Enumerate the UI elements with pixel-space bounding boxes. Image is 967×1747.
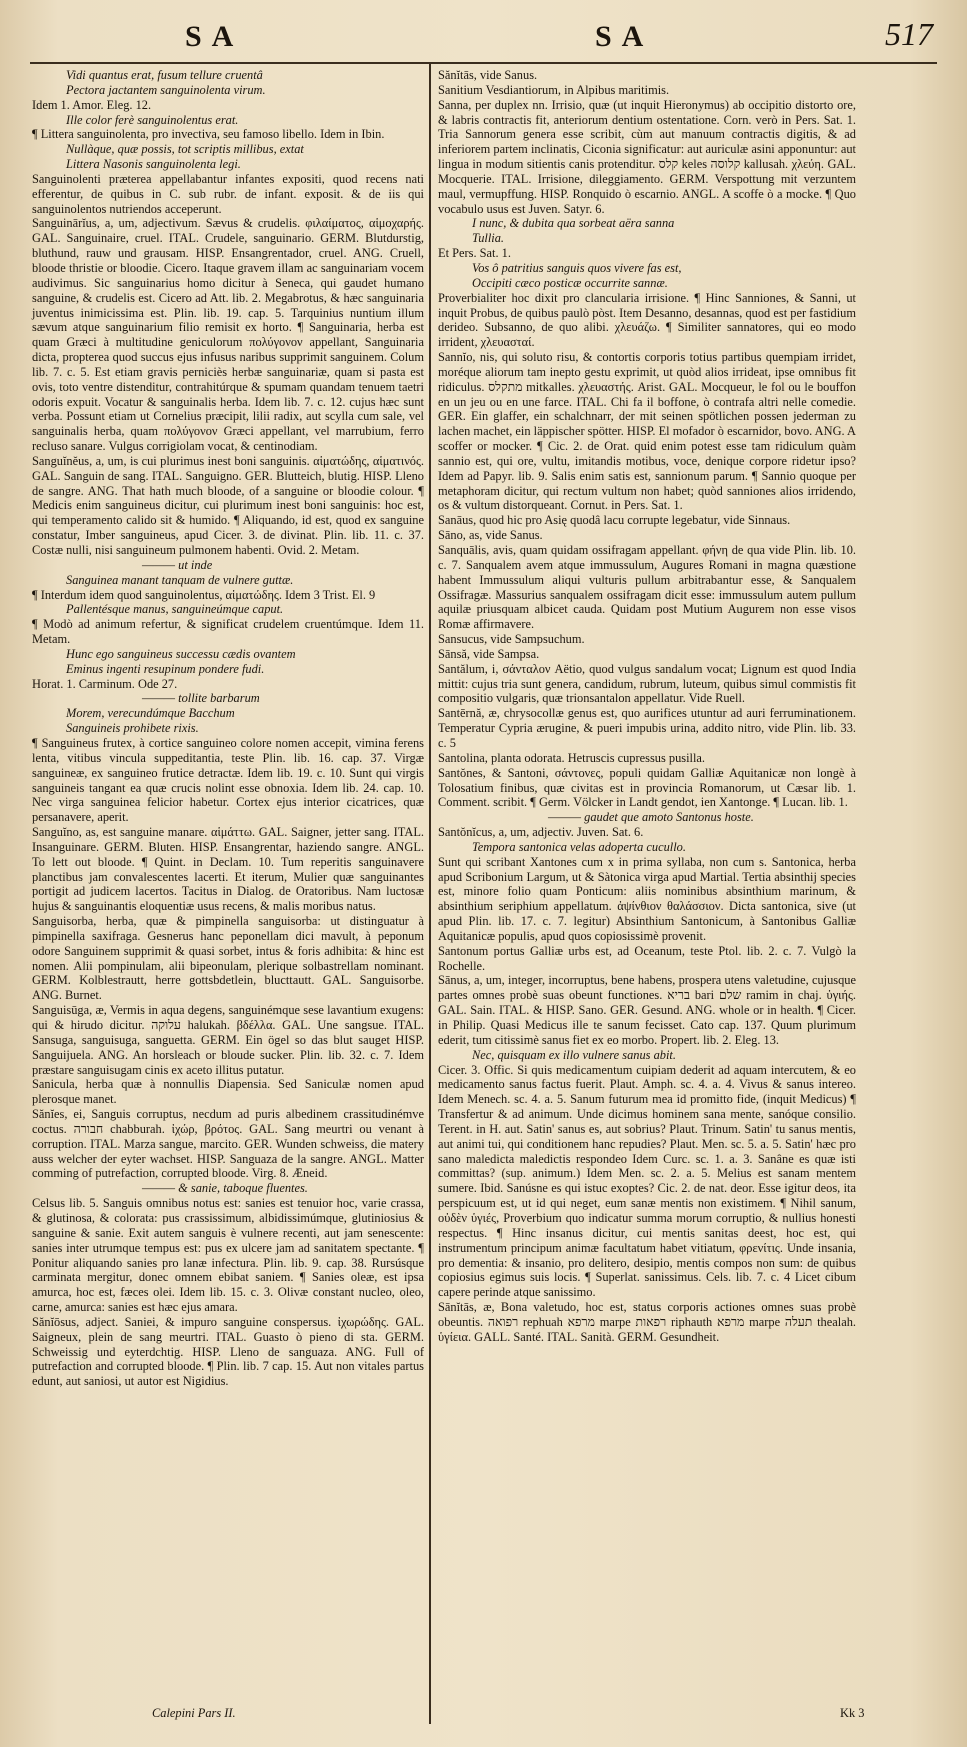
entry-paragraph: Santonum portus Galliæ urbs est, ad Oceanum, teste Ptol. lib. 2. c. 7. Vulgò la Rochelle. <box>438 943 856 973</box>
entry-paragraph: ¶ Littera sanguinolenta, pro invectiva, seu famoso libello. Idem in Ibin. <box>32 127 385 142</box>
entry-paragraph: Sanitium Vesdiantiorum, in Alpibus maritimis. <box>438 82 670 97</box>
verse-line: Tempora santonica velas adoperta cucullo. <box>472 839 686 854</box>
entry-paragraph: Santŏnĭcus, a, um, adjectiv. Juven. Sat. 6. <box>438 825 644 840</box>
entry-paragraph: Santērnă, æ, chrysocollæ genus est, quo aurifices utuntur ad auri ferruminationem. Temperatur Cypria ærugine, & pueri impubis urina, addito nitro, vide Plin. lib. 33. c. 5 <box>438 706 856 750</box>
entry-paragraph: ¶ Interdum idem quod sanguinolentus, αἱματώδης. Idem 3 Trist. El. 9 <box>32 587 376 602</box>
entry-paragraph: Et Pers. Sat. 1. <box>438 246 511 261</box>
entry-paragraph: Sănĭōsus, adject. Saniei, & impuro sanguine conspersus. ἰχωρώδης. GAL. Saigneux, plein de sang meurtri. ITAL. Guasto ò pieno di sta. GERM. Schweissig und eyterdchtig. HISP. Lleno de sanguaza. ANG. Full of putrefaction and corrupted bloode. ¶ Plin. lib. 7 cap. 15. Aut non vitales partus edunt, aut saniosi, ut autor est Nigidius. <box>32 1314 424 1389</box>
verse-line: Sanguineis prohibete rixis. <box>66 721 199 736</box>
left-column <box>32 68 424 1389</box>
entry-paragraph: Sanguinārĭus, a, um, adjectivum. Sævus & crudelis. φιλαίματος, αἱμοχαρής. GAL. Sanguinaire, cruel. ITAL. Crudele, sanguinario. GERM. Blutdurstig, bluthund, rauw und grausam. HISP. Ensangrentador, cruel. ANG. Cruell, bloode thristie or bloodie. Cicero. Itaque gravem illam ac sanguinariam vocem audivimus. Sic sanguinarius homo dicitur à Seneca, qui gaudet humano sanguine, & crudelis est. Cicero ad Att. lib. 2. Megabrotus, & hæc sanguinaria juventus inimicissima est. Plin. lib. 19. cap. 5. Tarquinius nuntium illum sævum atque sanguinarium filio remisit ex horto. ¶ Sanguinaria, herba est quam Græci à multitudine geniculorum πολύγονον appellant, Sanguinaria dicta, propterea quod succus ejus infusus naribus supprimit sanguinem. Colum lib. 7. c. 5. Est etiam gravis perniciès herbæ sanguinariæ, quam si pasta est ovis, toto ventre distenditur, contrahitúrque & spumam quandam tenuem taetri odoris expuit. Vocatur & sanguinalis herba. Idem lib. 7. c. 12. cujus hæc sunt verba. Possunt etiam ut Cornelius præcipit, lilii radix, aut scylla cum sale, vel sanguinalis herba, quam πολύγονον Græci appellant, vel marrubium, ferro recluso sanare. Vulgus corrigiolam vocat, & centinodiam. <box>32 216 424 454</box>
verse-line: Pectora jactantem sanguinolenta virum. <box>66 82 266 97</box>
entry-paragraph: Sunt qui scribant Xantones cum x in prima syllaba, non cum s. Santonica, herba apud Scribonium Largum, ut & Sàtonica virga apud Martial. Tertia absinthij species est, minore folio quam Ponticum: aliis nominibus absinthium marinum, & absinthium seriphium appellatum. ἀψίνθιον θαλάσσιον. Dicta santonica, sive (ut apud Plin. lib. 17. c. 7. legitur) Absinthium Santonicum, à Santonibus Galliæ Aquitanicæ populis, apud quos copiosissimè provenit. <box>438 854 856 943</box>
verse-line: Hunc ego sanguineus successu cædis ovantem <box>66 646 296 661</box>
entry-paragraph: ¶ Modò ad animum refertur, & significat crudelem cruentúmque. Idem 11. Metam. <box>32 617 424 647</box>
entry-paragraph: Sanguĭno, as, est sanguine manare. αἱμάττω. GAL. Saigner, jetter sang. ITAL. Insanguinare. GERM. Bluten. HISP. Ensangrentar, haziendo sangre. ANGL. To lett out bloode. ¶ Quint. in Declam. 10. Tum reperitis sanguinavere planctibus jam convalescentes lacerti. Et iterum, Mulier quæ sanguinantes portigit ad judicem lacertos. Tacitus in Dialog. de Oratoribus. Nam luctosæ hujus & sanguinantis eloquentiæ usus recens, & malis moribus natus. <box>32 825 424 914</box>
entry-paragraph: Santolina, planta odorata. Hetruscis cupressus pusilla. <box>438 750 706 765</box>
verse-line: Pallentésque manus, sanguineúmque caput. <box>66 602 284 617</box>
page-number: 517 <box>885 16 933 52</box>
signature-footer: Calepini Pars II. <box>152 1706 236 1720</box>
verse-line: Nullàque, quæ possis, tot scriptis millibus, extat <box>66 142 304 157</box>
entry-paragraph: ¶ Sanguineus frutex, à cortice sanguineo colore nomen accepit, vimina ferens lenta, vitibus vincula suppeditantia, teste Plin. lib. 16. cap. 37. Virgæ sanguineæ, ex sanguineo frutice detractæ. Idem lib. 19. c. 10. Sunt qui virgis sanguineis tangant ea quæ crucis nolint esse obnoxia. Idem lib. 24. cap. 10. Nec virga sanguinea felicior habetur. Cortex ejus interior cicatrices, quæ persanavere, aperit. <box>32 735 424 825</box>
signature-mark: Kk 3 <box>840 1706 865 1720</box>
entry-paragraph: Santălum, i, σάνταλον Aëtio, quod vulgus sandalum vocat; Lignum est quod India mittit: cujus tria sunt genera, candidum, rubrum, luteum, quibus simul commistis fit compositio vulgaris, quæ trionsantalon appellatur. Vide Ruell. <box>438 661 856 706</box>
entry-paragraph: Sannĭo, nis, qui soluto risu, & contortis corporis totius partibus quempiam irridet, moréque aliorum tam inepto gestu exprimit, ut quòd alios irrideat, ipse omnibus fit ridiculus. מתקלס mitkalles. χλευαστής. Arist. GAL. Mocqueur, le fol ou le bouffon en un jeu ou en une farce. ITAL. Chi fa il boffone, ò contrafa altri nelle comedie. GER. Ein glaffer, ein schalchnarr, der mit seinen spötlichen possen jederman zu lachen machet, ein läppischer spötter. HISP. El mofador ò escarnidor, bovo. ANG. A scoffer or mocker. ¶ Cic. 2. de Orat. quid enim potest esse tam ridiculum quàm sannio est, qui ore, vultu, imitandis motibus, voce, denique corpore ridetur ipso? Idem ad Papyr. lib. 9. Salis enim satis est, sannionum parum. ¶ Sannio quoque per metaphoram dicitur, qui rectum vultum non habet; quòd sanniones alios irridendo, os & vultum distorqueant. Cornut. in Pers. Sat. 1. <box>438 350 856 513</box>
verse-line: I nunc, & dubita qua sorbeat aëra sanna <box>472 216 675 231</box>
entry-paragraph: Sanna, per duplex nn. Irrisio, quæ (ut inquit Hieronymus) ab occipitio distorto ore, & labris contractis fit, anteriorum dentium ostentatione. Corn. verò in Pers. Sat. 1. Tria Sannorum genera esse scribit, cùm aut manuum contractis digitis, & ad inferiorem partem inclinatis, Ciconia significatur: aut auriculæ asini apponuntur: aut lingua in modum sitientis canis protenditur. קלס keles קלוסה kallusah. χλεύη. GAL. Mocquerie. ITAL. Irrisione, dileggiamento. GERM. Verspottung mit verzuntem maul, vermupffung. HISP. Ronquido ò escarnio. ANGL. A scoffe ò a mocke. ¶ Quo vocabulo usus est Juven. Satyr. 6. <box>438 97 857 216</box>
entry-paragraph: Celsus lib. 5. Sanguis omnibus notus est: sanies est tenuior hoc, varie crassa, & glutinosa, & colorata: pus crassissimum, albidissimúmque, glutiniosius & sanguine & sanie. Exit autem sanguis è vulnere recenti, aut jam senescente: sanies inter utrumque tempus est: pus ex ulcere jam ad sanitatem spectante. ¶ Ponitur aliquando sanies pro lanæ infectura. Plin. lib. 9. cap. 38. Rursúsque carminata mergitur, donec omnem ebibat saniem. ¶ Sanies oleæ, est ipsa amurca, hoc est, fæces olei. Idem lib. 15. c. 3. Olivæ constant nucleo, oleo, carne, amurca: sanies est hæc ejus amara. <box>32 1196 424 1315</box>
right-running-head: SA <box>595 20 654 53</box>
right-column <box>438 68 856 1345</box>
page-header <box>0 14 967 64</box>
entry-paragraph: Sansucus, vide Sampsuchum. <box>438 632 585 647</box>
entry-paragraph: Horat. 1. Carminum. Ode 27. <box>32 676 178 691</box>
entry-paragraph: Sāno, as, vide Sanus. <box>438 528 543 543</box>
verse-line: Ille color ferè sanguinolentus erat. <box>66 112 239 127</box>
left-running-head: SA <box>185 20 244 53</box>
entry-paragraph: Sānus, a, um, integer, incorruptus, bene habens, prospera utens valetudine, cujusque partes omnes probè suas obeunt functiones. בריא bari שלם ramim in chaj. ὑγιής. GAL. Sain. ITAL. & HISP. Sano. GER. Gesund. ANG. whole or in health. ¶ Cicer. in Philip. Quasi Medicus ille te sanum fecisset. Cato cap. 137. Quum plurimum ederit, tum citissimè sanus fiet ex eo morbo. Propert. lib. 2. Eleg. 13. <box>438 973 856 1047</box>
verse-line: Tullia. <box>472 231 505 246</box>
header-rule <box>30 62 937 64</box>
entry-paragraph: Sanguinolenti præterea appellabantur infantes expositi, quod recens nati efferentur, de quibus in C. sub rubr. de infant. exposit. & de iis qui sanguinolentos nutriendos acceperunt. <box>32 171 424 216</box>
entry-paragraph: Sānsă, vide Sampsa. <box>438 646 540 661</box>
verse-line: Sanguinea manant tanquam de vulnere guttæ. <box>66 572 294 587</box>
verse-line: Nec, quisquam ex illo vulnere sanus abit. <box>472 1047 676 1062</box>
verse-line: ——— gaudet que amoto Santonus hoste. <box>548 810 754 825</box>
entry-paragraph: Sānĭtās, æ, Bona valetudo, hoc est, status corporis actiones omnes suas probè obeuntis. רפואה rephuah מרפא marpe רפאות riphauth מרפא marpe תעלה thealah. ὑγίεια. GALL. Santé. ITAL. Sanità. GERM. Gesundheit. <box>438 1300 856 1344</box>
entry-paragraph: Sanāus, quod hic pro Asię quodâ lacu corrupte legebatur, vide Sinnaus. <box>438 513 791 528</box>
entry-paragraph: Cicer. 3. Offic. Si quis medicamentum cuipiam dederit ad aquam intercutem, & eo medicamento sanus factus fuerit. Plaut. Amph. sc. 4. a. 4. Vivus & sanus intereo. Idem Menech. sc. 4. a. 5. Sanum futurum mea id promitto fide, (inquit Medicus) ¶ Transfertur & ad animum. Unde dicimus hominem sana mente, sanóque consilio. Terent. in H. aut. Satin' sanus es, aut sobrius? Plaut. Trinum. Satin' tu sanus mentis, aut animi tui, qui conditionem hanc repudies? Plaut. Men. sc. 5. a. 5. Satin' hæc pro sano maledicta maledictis respondeo Idem Curc. sc. 1. a. 3. Sanâne es quæ isti committas? (sup. animum.) Idem Men. sc. 2. a. 5. Melius est sanam mentem sumere. Ibid. Sanúsne es qui istuc exoptes? Cic. 2. de nat. deor. Esse igitur deos, ita perspicuum est, ut id qui neget, eum sanæ mentis non existimem. ¶ Nihil sanum, οὐδὲν ὑγιές, Proverbium quo indicatur summa morum corruptio, & nullius honesti respectus. ¶ Hinc insanus dicitur, cui mentis sanitas deest, hoc est, qui instrumentum principum animæ facultatum habet vitiatum, φρενίτις. Unde insania, pro dementia: & insanio, pro delitero, desipio, mentis compos non sum: de quibus copiosius egimus suis locis. ¶ Superlat. sanissimus. Cels. lib. 7. c. 4 Licet cibum capere perinde atque sanissimo. <box>438 1062 856 1300</box>
verse-line: Littera Nasonis sanguinolenta legi. <box>66 157 241 172</box>
entry-paragraph: Sanguisorba, herba, quæ & pimpinella sanguisorba: ut distinguatur à pimpinella saxifraga. Gesnerus hanc peponellam dici mavult, à peponum odore Sanguinem supprimit & quasi sorbet, intus & foris adhibita: & hinc est nomen. Alii pompinulam, alii bipeonulam, plerique solbastrellam nominant. GERM. Kolblestrautt, herre gottsbdetlein, blucttautt. GAL. Sanguisorbe. ANG. Burnet. <box>32 914 424 1003</box>
verse-line: Morem, verecundúmque Bacchum <box>66 706 235 721</box>
entry-paragraph: Sănĭes, ei, Sanguis corruptus, necdum ad puris albedinem crassitudinémve coctus. חבורה chabburah. ἰχώρ, βρότος. GAL. Sang meurtri ou venant à corruption. ITAL. Marza sangue, marcito. GER. Wunden schweiss, die matery auss welcher der eyter wachset. HISP. Sanguaza de la sangre. ANGL. Matter comming of putrefaction, corrupted bloode. Virg. 8. Æneid. <box>32 1107 424 1181</box>
verse-line: Occipiti cæco posticæ occurrite sannæ. <box>472 275 668 290</box>
entry-paragraph: Sanquālis, avis, quam quidam ossifragam appellant. φήνη de qua vide Plin. lib. 10. c. 7. Sanqualem avem atque immussulum, Augures Romani in magna quæstione habent Immussulum aliqui vulturis pullum arbitrabantur esse, & Sanqualem Ossifragæ. Massurius sanqualem ossifragam dicit esse: immussulum autem pullum aquilæ priusquam albicet cauda. Quidam post Mutium Augurem non esse visos Romæ affirmavere. <box>438 543 856 632</box>
entry-paragraph: Sanicula, herba quæ à nonnullis Diapensia. Sed Saniculæ nomen apud plerosque manet. <box>32 1077 424 1107</box>
verse-line: Vos ô patritius sanguis quos vivere fas est, <box>472 260 682 275</box>
entry-paragraph: Sanguĭnĕus, a, um, is cui plurimus inest boni sanguinis. αἱματώδης, αἱματινός. GAL. Sanguin de sang. ITAL. Sanguigno. GER. Blutteich, blutig. HISP. Lleno de sangre. ANG. That hath much bloode, of a sanguine or bloodie colour. ¶ Medicis enim sanguineus dicitur, cui plurimum inest boni sanguinis: hoc est, qui temperamento calido sit & humido. ¶ Aliquando, id est, quod ex sanguine constatur, Imber sanguineus, apud Cicer. 3. de divinat. Plin. lib. 11. c. 37. Costæ nulli, nisi sanguineum pulmonem habenti. Ovid. 2. Metam. <box>32 453 424 557</box>
verse-line: Vidi quantus erat, fusum tellure cruentâ <box>66 68 263 82</box>
column-divider <box>429 64 431 1724</box>
verse-line: ——— tollite barbarum <box>142 691 260 706</box>
verse-line: ——— ut inde <box>142 557 213 572</box>
verse-line: ——— & sanie, taboque fluentes. <box>142 1181 308 1196</box>
entry-paragraph: Sănĭtās, vide Sanus. <box>438 68 538 82</box>
verse-line: Eminus ingenti resupinum pondere fudi. <box>66 661 265 676</box>
entry-paragraph: Santŏnes, & Santoni, σάντονες, populi quidam Galliæ Aquitanicæ non longè à Tolosatium finibus, quæ civitas est in provincia Romanorum, ut Cæsar lib. 1. Comment. scribit. ¶ Germ. Völcker in Landt gendot, ien Xantonge. ¶ Lucan. lib. 1. <box>438 765 856 810</box>
entry-paragraph: Proverbialiter hoc dixit pro clancularia irrisione. ¶ Hinc Sanniones, & Sanni, ut inquit Probus, de quibus paulò pòst. Item Desanno, desannas, quod est per fastidium derideo. Subsanno, de quo alibi. χλευάζω. ¶ Similiter sannatores, qui eo modo irrident, χλευασταί. <box>438 290 856 350</box>
entry-paragraph: Sanguisūga, æ, Vermis in aqua degens, sanguinémque sese lavantium exugens: qui & hirudo dicitur. עלוקה halukah. βδέλλα. GAL. Une sangsue. ITAL. Sansuga, sanguisuga, sanguetta. GERM. Ein ögel so das blut sauget HISP. Sanguijuela. ANG. An horsleach or bloude sucker. Plin. lib. 32. c. 7. Idem præstare sanguisugam cinis ex aceto illitus putatur. <box>32 1003 424 1077</box>
entry-paragraph: Idem 1. Amor. Eleg. 12. <box>32 97 152 112</box>
